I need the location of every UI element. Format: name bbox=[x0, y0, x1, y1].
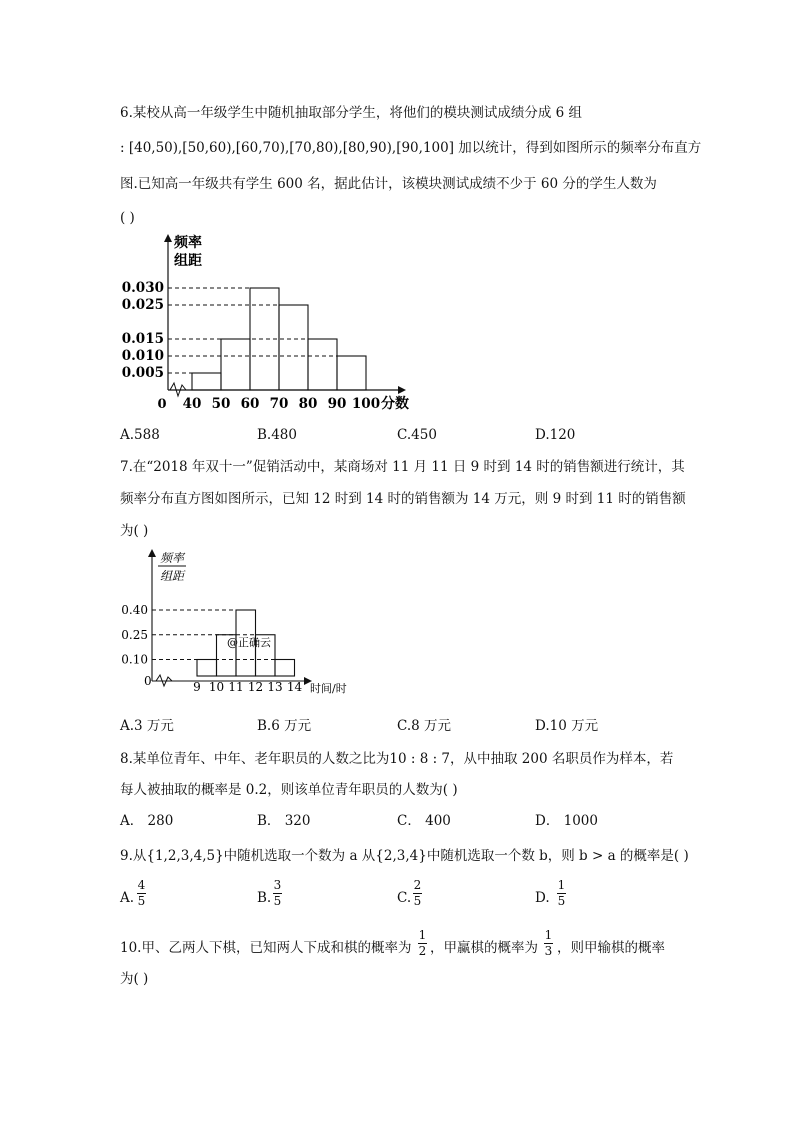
q6-option-a[interactable]: A.588 bbox=[120, 427, 160, 443]
histogram-bar bbox=[192, 373, 221, 390]
histogram-bar bbox=[337, 356, 366, 390]
y-tick-label: 0.10 bbox=[121, 652, 148, 667]
q9-option-a-label: A. bbox=[120, 890, 135, 906]
y-tick-label: 0.25 bbox=[121, 627, 148, 642]
q6-option-d[interactable]: D.120 bbox=[535, 427, 576, 443]
x-axis-title: 时间/时 bbox=[310, 682, 347, 695]
denominator: 2 bbox=[418, 944, 427, 958]
q10-text-part1: 10.甲、乙两人下棋，已知两人下成和棋的概率为 bbox=[120, 940, 412, 956]
denominator: 5 bbox=[413, 894, 422, 908]
q9-option-b-fraction bbox=[273, 879, 282, 908]
q7-stem-line2: 频率分布直方图如图所示，已知 12 时到 14 时的销售额为 14 万元，则 9 时到 11 时的销售额 bbox=[120, 491, 686, 507]
x-tick-label: 90 bbox=[327, 396, 347, 412]
x-tick-label: 14 bbox=[286, 680, 303, 694]
y-tick-label: 0.025 bbox=[121, 297, 164, 313]
q8-stem-line1: 8.某单位青年、中年、老年职员的人数之比为10 : 8 : 7，从中抽取 200 名职员作为样本，若 bbox=[120, 751, 674, 767]
x-axis-title: 分数 bbox=[381, 396, 409, 412]
q10-stem-line2: 为( ) bbox=[120, 971, 149, 987]
q9-option-c-label: C. bbox=[397, 890, 412, 906]
q7-stem-line1: 7.在“2018 年双十一”促销活动中，某商场对 11 月 11 日 9 时到 14 时的销售额进行统计，其 bbox=[120, 459, 685, 475]
histogram-bar bbox=[221, 339, 250, 390]
x-tick-label: 40 bbox=[182, 396, 202, 412]
q6-option-b[interactable]: B.480 bbox=[257, 427, 297, 443]
q9-option-b-label: B. bbox=[257, 890, 272, 906]
x-tick-label: 60 bbox=[240, 396, 260, 412]
y-tick-label: 0.005 bbox=[121, 365, 164, 381]
origin-label: 0 bbox=[144, 674, 152, 688]
x-tick-label: 10 bbox=[208, 680, 225, 694]
numerator: 1 bbox=[418, 928, 427, 942]
q9-option-d-label: D. bbox=[535, 890, 550, 906]
origin-label: 0 bbox=[157, 397, 167, 412]
q9-option-a-fraction bbox=[137, 879, 146, 908]
numerator: 3 bbox=[273, 878, 282, 892]
y-axis-arrow bbox=[148, 549, 156, 557]
denominator: 3 bbox=[544, 944, 553, 958]
x-tick-label: 80 bbox=[298, 396, 318, 412]
q7-option-a[interactable]: A.3 万元 bbox=[120, 718, 174, 734]
q9-option-d-fraction bbox=[557, 879, 566, 908]
q7-histogram bbox=[121, 548, 390, 698]
numerator: 1 bbox=[557, 878, 566, 892]
q10-text-part3: ，则甲输棋的概率 bbox=[557, 940, 665, 956]
q6-option-c[interactable]: C.450 bbox=[397, 427, 437, 443]
y-label-top: 频率 bbox=[174, 235, 202, 251]
denominator: 5 bbox=[557, 894, 566, 908]
q10-text-part2: ，甲赢棋的概率为 bbox=[430, 940, 538, 956]
q10-fraction-draw bbox=[418, 929, 427, 958]
histogram-bar bbox=[308, 339, 337, 390]
numerator: 1 bbox=[544, 928, 553, 942]
x-tick-label: 50 bbox=[211, 396, 231, 412]
q7-option-d[interactable]: D.10 万元 bbox=[535, 718, 599, 734]
numerator: 2 bbox=[413, 878, 422, 892]
y-axis-arrow bbox=[164, 234, 172, 242]
q9-stem: 9.从{1,2,3,4,5}中随机选取一个数为 a 从{2,3,4}中随机选取一个数 b，则 b > a 的概率是( ) bbox=[120, 848, 689, 864]
denominator: 5 bbox=[137, 894, 146, 908]
q8-option-a[interactable]: A． 280 bbox=[120, 813, 174, 829]
q6-histogram bbox=[120, 232, 420, 414]
histogram-bar bbox=[275, 660, 295, 677]
q8-option-c[interactable]: C． 400 bbox=[397, 813, 451, 829]
numerator: 4 bbox=[137, 878, 146, 892]
x-tick-label: 13 bbox=[267, 680, 283, 694]
x-tick-label: 11 bbox=[228, 680, 244, 694]
q10-fraction-win bbox=[544, 929, 553, 958]
x-axis-arrow bbox=[398, 386, 406, 394]
y-label-bottom: 组距 bbox=[174, 253, 202, 269]
q8-option-d[interactable]: D． 1000 bbox=[535, 813, 598, 829]
x-tick-label: 9 bbox=[193, 680, 201, 694]
q6-stem-line2: : [40,50),[50,60),[60,70),[70,80),[80,90),[90,100] 加以统计，得到如图所示的频率分布直方 bbox=[120, 140, 702, 156]
x-tick-label: 12 bbox=[247, 680, 264, 694]
y-tick-label: 0.40 bbox=[121, 603, 148, 617]
x-tick-label: 70 bbox=[269, 396, 289, 412]
watermark: @正确云 bbox=[227, 636, 271, 649]
denominator: 5 bbox=[273, 894, 282, 908]
q7-stem-line3: 为( ) bbox=[120, 523, 149, 539]
y-tick-label: 0.015 bbox=[121, 331, 164, 347]
histogram-bar bbox=[279, 305, 308, 390]
q8-option-b[interactable]: B． 320 bbox=[257, 813, 311, 829]
q8-stem-line2: 每人被抽取的概率是 0.2，则该单位青年职员的人数为( ) bbox=[120, 782, 458, 798]
y-tick-label: 0.030 bbox=[121, 280, 164, 296]
q6-stem-line1: 6.某校从高一年级学生中随机抽取部分学生，将他们的模块测试成绩分成 6 组 bbox=[120, 105, 583, 121]
histogram-bar bbox=[197, 660, 217, 677]
q7-option-c[interactable]: C.8 万元 bbox=[397, 718, 452, 734]
q6-answer-parens: ( ) bbox=[120, 210, 135, 226]
y-tick-label: 0.010 bbox=[121, 348, 164, 364]
x-tick-label: 100 bbox=[351, 396, 381, 412]
y-label-bottom: 组距 bbox=[160, 569, 185, 583]
y-label-top: 频率 bbox=[160, 551, 185, 565]
q9-option-c-fraction bbox=[413, 879, 422, 908]
q7-option-b[interactable]: B.6 万元 bbox=[257, 718, 312, 734]
q6-stem-line3: 图.已知高一年级共有学生 600 名，据此估计，该模块测试成绩不少于 60 分的学生人数为 bbox=[120, 176, 657, 192]
